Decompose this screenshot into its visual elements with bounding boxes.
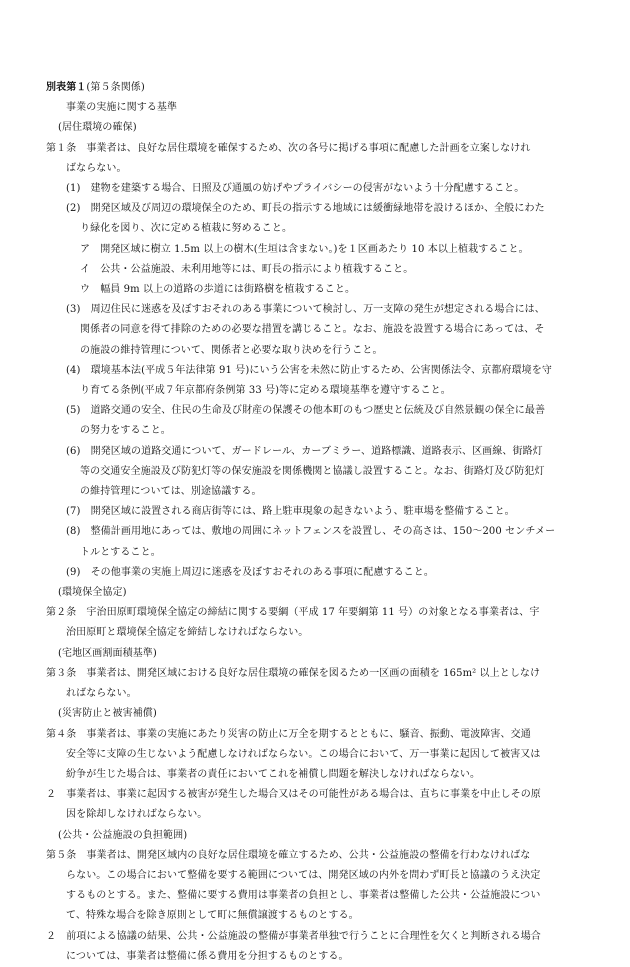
text-line: (環境保全協定) <box>58 587 127 599</box>
text-line: (3) 周辺住民に迷惑を及ぼすおそれのある事業について検討し、万一支障の発生が想定される場合には、 <box>66 304 545 316</box>
document-body <box>46 78 594 967</box>
text-line: 第１条 事業者は、良好な居住環境を確保するため、次の各号に掲げる事項に配慮した計画を立案しなけれ <box>46 142 531 154</box>
text-line: 因を除却しなければならない。 <box>66 809 208 821</box>
text-line: 第３条 事業者は、開発区域における良好な居住環境の確保を図るため一区画の面積を 165m² 以上としなけ <box>46 667 541 679</box>
table-title-reference: (第５条関係) <box>86 82 145 93</box>
document-subtitle: 事業の実施に関する基準 <box>66 102 178 114</box>
text-line: 関係者の同意を得て排除のための必要な措置を講じること。なお、施設を設置する場合にあっては、そ <box>80 324 545 336</box>
text-line: (2) 開発区域及び周辺の環境保全のため、町長の指示する地域には緩衝緑地帯を設けるほか、全般にわた <box>66 203 545 215</box>
text-line: トルとすること。 <box>80 546 161 558</box>
text-line: (7) 開発区域に設置される商店街等には、路上駐車現象の起きないよう、駐車場を整備すること。 <box>66 506 515 518</box>
text-line: (居住環境の確保) <box>58 122 137 134</box>
text-line: の努力をすること。 <box>80 425 171 437</box>
table-title-number: 別表第１ <box>46 82 87 93</box>
text-line: の施設の維持管理について、関係者と必要な取り決めを行うこと。 <box>80 344 383 356</box>
text-line: (5) 道路交通の安全、住民の生命及び財産の保護その他本町のもつ歴史と伝統及び自然景観の保全に最善 <box>66 405 546 417</box>
text-line: 安全等に支障の生じないよう配慮しなければならない。この場合において、万一事業に起因して被害又は <box>66 748 541 760</box>
text-line: 第５条 事業者は、開発区域内の良好な居住環境を確立するため、公共・公益施設の整備を行わなければな <box>46 849 531 861</box>
text-line: ばならない。 <box>66 162 127 174</box>
text-line: (災害防止と被害補償) <box>58 708 157 720</box>
text-line: (公共・公益施設の負担範囲) <box>58 829 188 841</box>
text-line: 治田原町と環境保全協定を締結しなければならない。 <box>66 627 309 639</box>
text-line: り育てる条例(平成７年京都府条例第 33 号)等に定める環境基準を遵守すること。 <box>80 385 451 397</box>
text-line: (9) その他事業の実施上周辺に迷惑を及ぼすおそれのある事項に配慮すること。 <box>66 566 434 578</box>
text-line: (宅地区画割面積基準) <box>58 647 157 659</box>
text-line: 等の交通安全施設及び防犯灯等の保安施設を関係機関と協議し設置すること。なお、街路灯及び防犯灯 <box>80 465 545 477</box>
text-line: り緑化を図り、次に定める植栽に努めること。 <box>80 223 293 235</box>
text-line: らない。この場合において整備を要する範囲については、開発区域の内外を問わず町長と協議のうえ決定 <box>66 869 541 881</box>
text-line: ア 開発区域に樹立 1.5m 以上の樹木(生垣は含まない。)を１区画あたり 10 本以上植栽すること。 <box>80 243 529 255</box>
text-line: 第２条 宇治田原町環境保全協定の締結に関する要綱（平成 17 年要綱第 11 号）の対象となる事業者は、宇 <box>46 607 540 619</box>
text-line: ればならない。 <box>66 688 137 700</box>
document-lines <box>46 118 594 967</box>
text-line: (4) 環境基本法(平成５年法律第 91 号)にいう公害を未然に防止するため、公害関係法令、京都府環境を守 <box>66 364 552 376</box>
text-line: て、特殊な場合を除き原則として町に無償譲渡するものとする。 <box>66 910 359 922</box>
text-line: については、事業者は整備に係る費用を分担するものとする。 <box>66 950 349 962</box>
text-line: ２ 事業者は、事業に起因する被害が発生した場合又はその可能性がある場合は、直ちに事業を中止しその原 <box>46 789 541 801</box>
text-line: (1) 建物を建築する場合、日照及び通風の妨げやプライバシーの侵害がないよう十分配慮すること。 <box>66 183 525 195</box>
text-line: (8) 整備計画用地にあっては、敷地の周囲にネットフェンスを設置し、その高さは、150～200 センチメー <box>66 526 556 538</box>
text-line: するものとする。また、整備に要する費用は事業者の負担とし、事業者は整備した公共・公益施設につい <box>66 890 541 902</box>
text-line: ウ 幅員 9m 以上の道路の歩道には街路樹を植栽すること。 <box>80 284 356 296</box>
text-line: の維持管理については、別途協議する。 <box>80 486 262 498</box>
text-line: (6) 開発区域の道路交通について、ガードレール、カーブミラー、道路標識、道路表示、区画線、街路灯 <box>66 445 543 457</box>
text-line: 第４条 事業者は、事業の実施にあたり災害の防止に万全を期するとともに、騒音、振動、電波障害、交通 <box>46 728 531 740</box>
table-title <box>46 78 594 98</box>
text-line: ２ 前項による協議の結果、公共・公益施設の整備が事業者単独で行うことに合理性を欠くと判断される場合 <box>46 930 541 942</box>
text-line: 紛争が生じた場合は、事業者の責任においてこれを補償し問題を解決しなければならない。 <box>66 768 481 780</box>
text-line: イ 公共・公益施設、未利用地等には、町長の指示により植栽すること。 <box>80 263 414 275</box>
